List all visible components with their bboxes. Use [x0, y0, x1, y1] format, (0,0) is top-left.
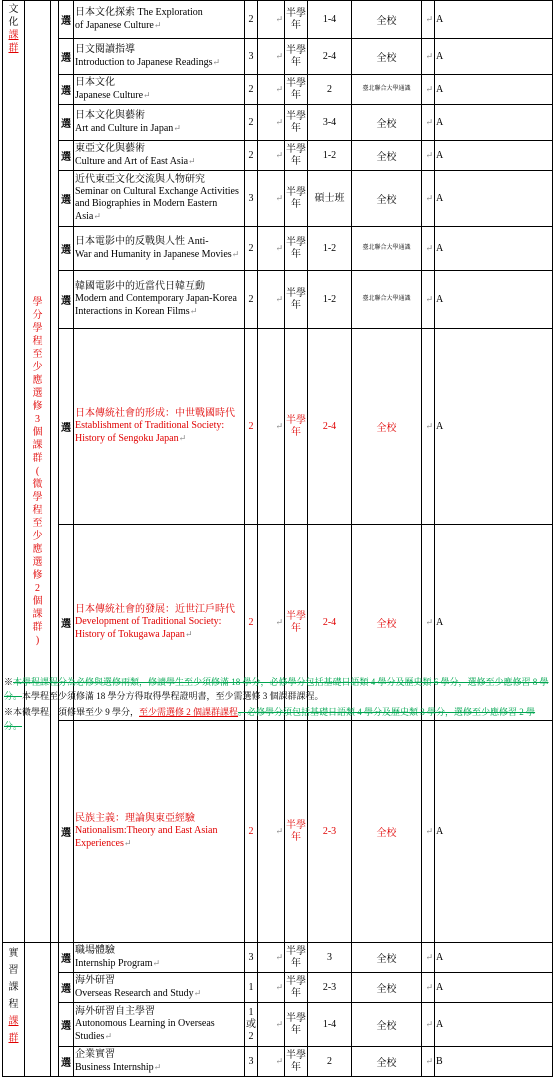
course-name-en: Business Internship↵ [75, 1062, 162, 1073]
subgroup-char: 學 [32, 323, 43, 334]
scope-cell: 全校 [352, 141, 422, 171]
scope-cell: 全校 [352, 329, 422, 525]
course-name-zh: 海外研習 [75, 975, 115, 986]
grade-cell: A [435, 271, 553, 329]
footnote-1-text: 本學程至少須修滿 18 學分方得取得學程證明書，至少需選修 3 個課群課程。 [22, 691, 324, 701]
course-name-cell [74, 1, 245, 39]
scope-cell: 全校 [352, 525, 422, 721]
return-mark: ↵ [422, 39, 435, 75]
return-mark: ↵ [258, 227, 285, 271]
table-row [3, 1047, 553, 1077]
year-cell: 1-2 [308, 141, 352, 171]
return-mark: ↵ [258, 525, 285, 721]
subgroup-char: 學 [32, 297, 43, 308]
subgroup-char: 少 [32, 531, 43, 542]
category-char: 課 [8, 30, 19, 41]
category-char: 課 [8, 982, 19, 993]
credit-cell: 2 [245, 271, 258, 329]
table-row [3, 1003, 553, 1047]
year-cell: 2 [308, 1047, 352, 1077]
course-name-cell [74, 973, 245, 1003]
subgroup-char: 3 [35, 414, 40, 425]
elective-mark: 選 [59, 141, 74, 171]
table-row [3, 105, 553, 141]
grade-cell: A [435, 39, 553, 75]
spacer-cell [51, 943, 59, 1077]
course-name-cell [74, 721, 245, 943]
return-mark: ↵ [422, 171, 435, 227]
semester-cell: 半學年 [285, 1047, 308, 1077]
subgroup-char: 微 [32, 479, 43, 490]
semester-cell: 半學年 [285, 329, 308, 525]
return-mark: ↵ [422, 227, 435, 271]
elective-mark: 選 [59, 227, 74, 271]
credit-cell: 3 [245, 943, 258, 973]
grade-cell: A [435, 227, 553, 271]
credit-cell: 1 [245, 973, 258, 1003]
course-name-zh: 海外研習自主學習 [75, 1006, 155, 1017]
table-row [3, 329, 553, 525]
return-mark: ↵ [422, 75, 435, 105]
return-mark: ↵ [143, 90, 151, 100]
category-culture [3, 1, 25, 943]
grade-cell: A [435, 973, 553, 1003]
subgroup-char: 學 [32, 492, 43, 503]
footnote-2-struck-text: 。必修學分須包括基礎日語類 4 學分及歷史類 3 學分，選修至少應修習 2 學分。 [4, 707, 536, 731]
course-name-zh: 韓國電影中的近當代日韓互動 [75, 281, 205, 292]
semester-cell: 半學年 [285, 1003, 308, 1047]
table-row [3, 39, 553, 75]
credit-cell: 2 [245, 721, 258, 943]
course-name-cell [74, 227, 245, 271]
course-name-cell [74, 943, 245, 973]
return-mark: ↵ [258, 39, 285, 75]
return-mark: ↵ [422, 973, 435, 1003]
table-row [3, 943, 553, 973]
elective-mark: 選 [59, 75, 74, 105]
semester-cell: 半學年 [285, 171, 308, 227]
return-mark: ↵ [152, 958, 161, 968]
course-name-zh: 日本傳統社會的發展：近世江戶時代 [75, 604, 235, 615]
subgroup-char: ) [35, 635, 40, 646]
elective-mark: 選 [59, 171, 74, 227]
course-name-en: Japanese Culture↵ [75, 90, 151, 101]
course-name-en: Introduction to Japanese Readings↵ [75, 57, 221, 68]
table-row [3, 721, 553, 943]
grade-cell: B [435, 1047, 553, 1077]
subgroup-char: 群 [32, 453, 43, 464]
course-name-cell [74, 171, 245, 227]
elective-mark: 選 [59, 943, 74, 973]
elective-mark: 選 [59, 1, 74, 39]
course-name-zh: 日本文化與藝術 [75, 110, 145, 121]
return-mark: ↵ [422, 1, 435, 39]
footnote-2 [4, 705, 550, 733]
table-row [3, 141, 553, 171]
scope-cell: 臺北聯合大學通識 [352, 271, 422, 329]
scope-cell: 全校 [352, 1003, 422, 1047]
category-char: 習 [8, 965, 19, 976]
table-row [3, 1, 553, 39]
course-name-zh: 日本電影中的反戰與人性 Anti- [75, 236, 209, 247]
return-mark: ↵ [173, 123, 181, 133]
scope-cell: 全校 [352, 105, 422, 141]
scope-cell: 臺北聯合大學通識 [352, 227, 422, 271]
footnote-2-text: 本微學程，須修畢至少 9 學分， [13, 707, 140, 717]
return-mark: ↵ [258, 171, 285, 227]
year-cell: 2 [308, 75, 352, 105]
subgroup-char: 修 [32, 401, 43, 412]
footnote-1-struck-text: 本學程課程分為必修與選修兩類，修讀學生至少須修滿 18 學分，必修學分包括基礎日語類 4 學分及歷史類 6 學分，選修至少應修習 8 學分。 [4, 677, 549, 701]
grade-cell: A [435, 1003, 553, 1047]
grade-cell: A [435, 943, 553, 973]
course-name-en: Internship Program↵ [75, 958, 161, 969]
category-char: 實 [8, 948, 19, 959]
return-mark: ↵ [422, 141, 435, 171]
subgroup-char: 群 [32, 622, 43, 633]
subgroup-char: 個 [32, 427, 43, 438]
year-cell: 2-4 [308, 39, 352, 75]
semester-cell: 半學年 [285, 75, 308, 105]
elective-mark: 選 [59, 39, 74, 75]
scope-cell: 全校 [352, 721, 422, 943]
return-mark: ↵ [258, 973, 285, 1003]
subgroup-char: 分 [32, 310, 43, 321]
subgroup-char: 修 [32, 570, 43, 581]
course-name-zh: 近代東亞文化交流與人物研究 [75, 174, 205, 185]
return-mark: ↵ [258, 329, 285, 525]
scope-cell: 全校 [352, 943, 422, 973]
spacer-cell [51, 1, 59, 943]
elective-mark: 選 [59, 525, 74, 721]
course-name-cell [74, 105, 245, 141]
year-cell: 1-2 [308, 227, 352, 271]
subgroup-char: 應 [32, 544, 43, 555]
course-name-cell [74, 141, 245, 171]
course-name-en: War and Humanity in Japanese Movies↵ [75, 249, 240, 260]
course-name-en: Art and Culture in Japan↵ [75, 123, 181, 134]
scope-cell: 全校 [352, 39, 422, 75]
year-cell: 3 [308, 943, 352, 973]
return-mark: ↵ [212, 57, 221, 67]
grade-cell: A [435, 329, 553, 525]
course-name-en: Development of Traditional Society: History of Tokugawa Japan↵ [75, 616, 222, 640]
course-name-cell [74, 1003, 245, 1047]
semester-cell: 半學年 [285, 227, 308, 271]
elective-mark: 選 [59, 973, 74, 1003]
scope-cell: 全校 [352, 1, 422, 39]
subgroup-char: 應 [32, 375, 43, 386]
year-cell: 2-3 [308, 721, 352, 943]
return-mark: ↵ [188, 156, 196, 166]
category-char: 文 [8, 4, 19, 15]
return-mark: ↵ [258, 1, 285, 39]
year-cell: 2-3 [308, 973, 352, 1003]
return-mark: ↵ [422, 943, 435, 973]
credit-cell: 3 [245, 1047, 258, 1077]
scope-cell: 全校 [352, 973, 422, 1003]
subgroup-char: 程 [32, 336, 43, 347]
year-cell: 2-4 [308, 329, 352, 525]
course-name-cell [74, 39, 245, 75]
scope-cell: 臺北聯合大學通識 [352, 75, 422, 105]
category-char: 課 [8, 1016, 19, 1027]
grade-cell: A [435, 75, 553, 105]
return-mark: ↵ [422, 1003, 435, 1047]
credit-cell: 2 [245, 525, 258, 721]
course-name-zh: 職場體驗 [75, 945, 115, 956]
year-cell: 1-4 [308, 1003, 352, 1047]
course-name-cell [74, 1047, 245, 1077]
return-mark: ↵ [422, 271, 435, 329]
subgroup-char: 2 [35, 583, 40, 594]
year-cell: 3-4 [308, 105, 352, 141]
elective-mark: 選 [59, 271, 74, 329]
credit-cell: 1或2 [245, 1003, 258, 1047]
grade-cell: A [435, 171, 553, 227]
elective-mark: 選 [59, 329, 74, 525]
year-cell: 1-4 [308, 1, 352, 39]
course-name-en: Seminar on Cultural Exchange Activities and Biographies in Modern Eastern Asia↵ [75, 186, 239, 222]
return-mark: ↵ [123, 838, 132, 848]
spacer-cell [25, 943, 51, 1077]
subgroup-char: 課 [32, 609, 43, 620]
return-mark: ↵ [258, 271, 285, 329]
return-mark: ↵ [258, 1047, 285, 1077]
course-name-zh: 日本文化探索 The Exploration [75, 7, 203, 18]
semester-cell: 半學年 [285, 525, 308, 721]
course-name-zh: 東亞文化與藝術 [75, 143, 145, 154]
credit-cell: 2 [245, 329, 258, 525]
credit-cell: 3 [245, 39, 258, 75]
course-table [2, 0, 553, 1077]
table-row [3, 171, 553, 227]
course-name-en: Overseas Research and Study↵ [75, 988, 202, 999]
semester-cell: 半學年 [285, 39, 308, 75]
category-internship [3, 943, 25, 1077]
return-mark: ↵ [258, 75, 285, 105]
semester-cell: 半學年 [285, 943, 308, 973]
course-name-en: Autonomous Learning in Overseas Studies↵ [75, 1018, 215, 1042]
return-mark: ↵ [422, 105, 435, 141]
course-name-en: Modern and Contemporary Japan-Korea Interactions in Korean Films↵ [75, 293, 237, 317]
semester-cell: 半學年 [285, 271, 308, 329]
subgroup-char: 至 [32, 518, 43, 529]
return-mark: ↵ [258, 141, 285, 171]
return-mark: ↵ [422, 1047, 435, 1077]
scope-cell: 全校 [352, 171, 422, 227]
elective-mark: 選 [59, 105, 74, 141]
return-mark: ↵ [258, 721, 285, 943]
semester-cell: 半學年 [285, 721, 308, 943]
semester-cell: 半學年 [285, 105, 308, 141]
footnote-1 [4, 675, 550, 703]
table-row [3, 973, 553, 1003]
elective-mark: 選 [59, 1047, 74, 1077]
return-mark: ↵ [93, 211, 101, 221]
course-name-en: Establishment of Traditional Society: History of Sengoku Japan↵ [75, 420, 225, 444]
footnote-2-red-text: 至少需選修 2 個課群課程 [139, 707, 239, 717]
return-mark: ↵ [153, 1062, 162, 1072]
grade-cell: A [435, 525, 553, 721]
category-char: 群 [8, 1033, 19, 1044]
subgroup-char: 程 [32, 505, 43, 516]
course-name-zh: 日文閱讀指導 [75, 44, 135, 55]
course-name-en: Culture and Art of East Asia↵ [75, 156, 196, 167]
subgroup-char: ( [35, 466, 40, 477]
table-row [3, 75, 553, 105]
credit-cell: 3 [245, 171, 258, 227]
grade-cell: A [435, 721, 553, 943]
return-mark: ↵ [422, 525, 435, 721]
return-mark: ↵ [258, 1003, 285, 1047]
grade-cell: A [435, 1, 553, 39]
return-mark: ↵ [231, 249, 240, 259]
return-mark: ↵ [422, 329, 435, 525]
course-name-zh: 民族主義：理論與東亞經驗 [75, 813, 195, 824]
credit-cell: 2 [245, 1, 258, 39]
credit-cell: 2 [245, 75, 258, 105]
course-name-zh: 日本文化 [75, 77, 115, 88]
course-name-en: Nationalism:Theory and East Asian Experiences↵ [75, 825, 218, 849]
footnote-mark: ※ [4, 707, 14, 717]
subgroup-char: 少 [32, 362, 43, 373]
year-cell: 1-2 [308, 271, 352, 329]
subgroup-char: 個 [32, 596, 43, 607]
semester-cell: 半學年 [285, 141, 308, 171]
return-mark: ↵ [193, 988, 202, 998]
return-mark: ↵ [189, 306, 198, 316]
return-mark: ↵ [184, 629, 193, 639]
return-mark: ↵ [153, 20, 162, 30]
course-name-zh: 企業實習 [75, 1049, 115, 1060]
return-mark: ↵ [422, 721, 435, 943]
subgroup-char: 選 [32, 388, 43, 399]
return-mark: ↵ [104, 1031, 112, 1041]
category-char: 化 [8, 17, 19, 28]
return-mark: ↵ [258, 105, 285, 141]
table-row [3, 227, 553, 271]
credit-cell: 2 [245, 227, 258, 271]
course-name-cell [74, 75, 245, 105]
subgroup-char: 課 [32, 440, 43, 451]
category-char: 群 [8, 43, 19, 54]
credit-cell: 2 [245, 105, 258, 141]
grade-cell: A [435, 105, 553, 141]
course-name-zh: 日本傳統社會的形成：中世戰國時代 [75, 408, 235, 419]
table-row [3, 271, 553, 329]
subgroup-char: 至 [32, 349, 43, 360]
category-char: 程 [8, 999, 19, 1010]
subgroup-char: 選 [32, 557, 43, 568]
course-name-cell [74, 271, 245, 329]
year-cell: 碩士班 [308, 171, 352, 227]
return-mark: ↵ [258, 943, 285, 973]
course-name-cell [74, 329, 245, 525]
elective-mark: 選 [59, 1003, 74, 1047]
course-name-en: of Japanese Culture↵ [75, 20, 162, 31]
year-cell: 2-4 [308, 525, 352, 721]
subgroup-rule [25, 1, 51, 943]
elective-mark: 選 [59, 721, 74, 943]
credit-cell: 2 [245, 141, 258, 171]
semester-cell: 半學年 [285, 1, 308, 39]
footnote-mark: ※ [4, 677, 14, 687]
grade-cell: A [435, 141, 553, 171]
return-mark: ↵ [178, 433, 187, 443]
scope-cell: 全校 [352, 1047, 422, 1077]
semester-cell: 半學年 [285, 973, 308, 1003]
